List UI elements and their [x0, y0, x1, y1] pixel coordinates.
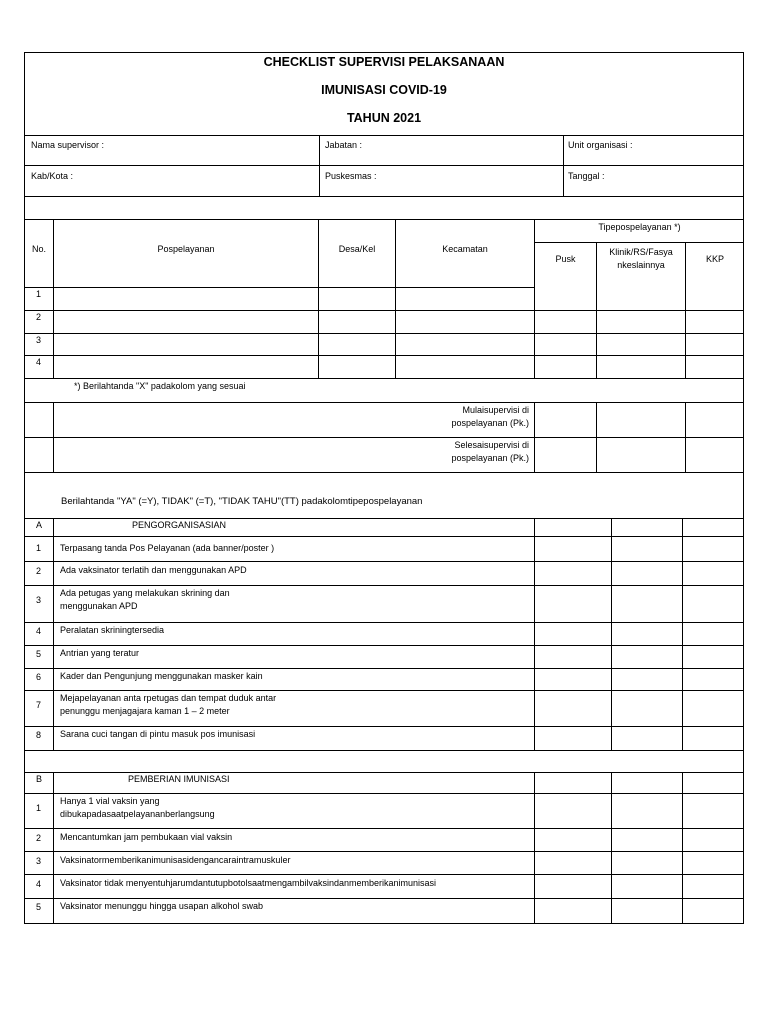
- item-text-line2: penunggu menjagajara kaman 1 – 2 meter: [60, 706, 230, 716]
- header-pospelayanan: Pospelayanan: [157, 244, 215, 254]
- jabatan-label: Jabatan :: [325, 140, 363, 150]
- section-b-code: B: [36, 774, 43, 784]
- item-no: 1: [36, 803, 42, 813]
- item-text: Vaksinator tidak menyentuhjarumdantutupbotolsaatmengambilvaksindanmemberikanimunisasi: [60, 878, 437, 888]
- item-text: Antrian yang teratur: [60, 648, 140, 658]
- header-tipe-pospelayanan: Tipepospelayanan *): [598, 222, 681, 232]
- mulai-supervisi-line1: Mulaisupervisi di: [462, 405, 529, 415]
- kab-kota-label: Kab/Kota :: [31, 171, 74, 181]
- header-desa-kel: Desa/Kel: [338, 244, 376, 254]
- item-text: Sarana cuci tangan di pintu masuk pos imunisasi: [60, 729, 256, 739]
- checklist-sheet: [24, 52, 744, 924]
- item-text-line2: dibukapadasaatpelayananberlangsung: [60, 809, 215, 819]
- item-text: Ada vaksinator terlatih dan menggunakan APD: [60, 565, 247, 575]
- item-text: Hanya 1 vial vaksin yang: [60, 796, 160, 806]
- item-no: 5: [36, 649, 42, 659]
- pos-note: *) Berilahtanda "X" padakolom yang sesuai: [74, 381, 246, 391]
- section-a-code: A: [36, 520, 43, 530]
- section-b-title: PEMBERIAN IMUNISASI: [128, 774, 230, 784]
- header-pusk: Pusk: [555, 254, 576, 264]
- tanggal-label: Tanggal :: [568, 171, 605, 181]
- item-no: 3: [36, 595, 42, 605]
- instruction-text: Berilahtanda "YA" (=Y), TIDAK" (=T), "TIDAK TAHU"(TT) padakolomtipepospelayanan: [61, 496, 423, 507]
- pos-row-no: 4: [36, 357, 42, 367]
- pos-row-no: 2: [36, 312, 42, 322]
- item-no: 4: [36, 879, 42, 889]
- item-no: 2: [36, 566, 42, 576]
- header-klinik-line1: Klinik/RS/Fasya: [609, 247, 673, 257]
- puskesmas-label: Puskesmas :: [325, 171, 377, 181]
- header-no: No.: [31, 244, 46, 254]
- item-no: 2: [36, 833, 42, 843]
- title-line-2: IMUNISASI COVID-19: [321, 83, 447, 97]
- nama-supervisor-label: Nama supervisor :: [31, 140, 105, 150]
- header-kecamatan: Kecamatan: [442, 244, 488, 254]
- item-no: 7: [36, 700, 42, 710]
- item-no: 5: [36, 902, 42, 912]
- item-text: Mencantumkan jam pembukaan vial vaksin: [60, 832, 233, 842]
- item-no: 3: [36, 856, 42, 866]
- item-text: Mejapelayanan anta rpetugas dan tempat duduk antar: [60, 693, 277, 703]
- item-no: 8: [36, 730, 42, 740]
- item-text-line2: menggunakan APD: [60, 601, 138, 611]
- pos-row-no: 3: [36, 335, 42, 345]
- title-line-1: CHECKLIST SUPERVISI PELAKSANAAN: [263, 55, 505, 69]
- selesai-supervisi-line1: Selesaisupervisi di: [454, 440, 529, 450]
- header-klinik-line2: nkeslainnya: [617, 260, 665, 270]
- item-text: Kader dan Pengunjung menggunakan masker kain: [60, 671, 263, 681]
- item-text: Vaksinatormemberikanimunisasidengancaraintramuskuler: [60, 855, 291, 865]
- pos-row-no: 1: [36, 289, 42, 299]
- unit-organisasi-label: Unit organisasi :: [568, 140, 633, 150]
- section-a-title: PENGORGANISASIAN: [132, 520, 227, 530]
- item-no: 1: [36, 543, 42, 553]
- item-text: Ada petugas yang melakukan skrining dan: [60, 588, 230, 598]
- header-kkp: KKP: [705, 254, 724, 264]
- item-text: Terpasang tanda Pos Pelayanan (ada banner/poster ): [60, 543, 275, 553]
- item-no: 6: [36, 672, 42, 682]
- item-no: 4: [36, 626, 42, 636]
- item-text: Vaksinator menunggu hingga usapan alkohol swab: [60, 901, 263, 911]
- mulai-supervisi-line2: pospelayanan (Pk.): [451, 418, 529, 428]
- title-line-3: TAHUN 2021: [346, 111, 422, 125]
- selesai-supervisi-line2: pospelayanan (Pk.): [451, 453, 529, 463]
- item-text: Peralatan skriningtersedia: [60, 625, 165, 635]
